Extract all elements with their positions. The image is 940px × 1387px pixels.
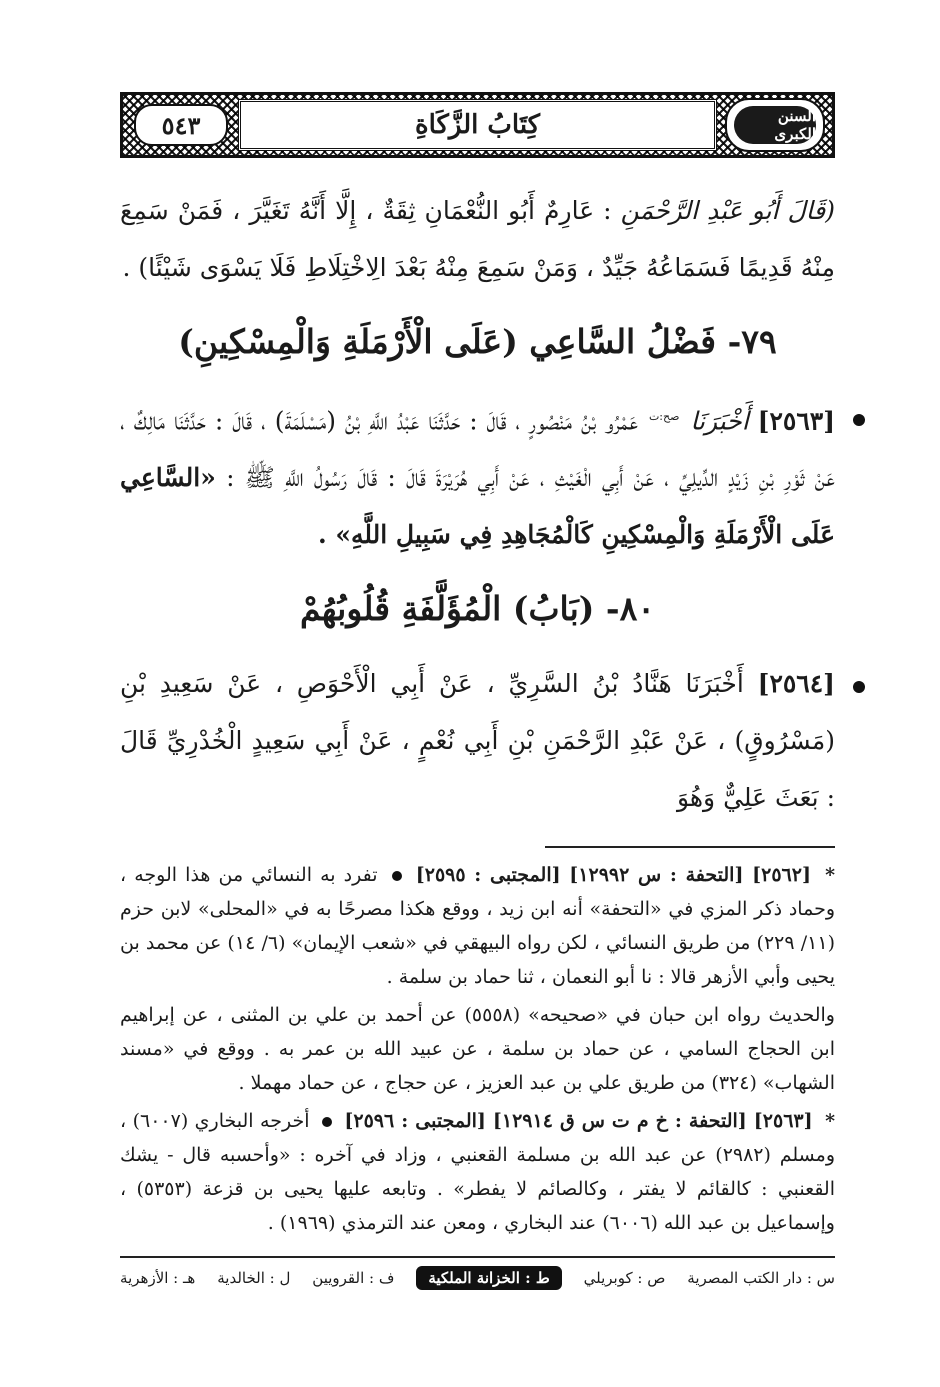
emblem-text: السنن الكبرى [734, 106, 816, 144]
footnote [120, 858, 835, 994]
page [120, 92, 835, 1244]
footnote-star: * [825, 1110, 836, 1133]
footnote-ref: [٢٥٦٣] [التحفة : خ م ت س ق ١٢٩١٤] [المجتبى : ٢٥٩٦] [344, 1110, 813, 1133]
chapter-title: كِتَابُ الزَّكَاةِ [238, 99, 717, 151]
footnote-separator [545, 846, 835, 848]
bullet-icon [853, 414, 865, 426]
legend-item: س : دار الكتب المصرية [687, 1269, 835, 1287]
intro-text: : عَارِمٌ أَبُو النُّعْمَانِ ثِقَةٌ ، إِلَّا أَنَّهُ تَغَيَّرَ ، فَمَنْ سَمِعَ مِنْهُ قَدِيمًا فَسَمَاعُهُ جَيِّدٌ ، وَمَنْ سَمِعَ مِنْهُ بَعْدَ الِاخْتِلَاطِ فَلَا يَسْوَى شَيْئًا) . [120, 196, 835, 282]
footnote-text: تفرد به النسائي من هذا الوجه ، وحماد ذكر المزي في «التحفة» أنه ابن زيد ، ووقع هكذا مصرحًا به في «المحلى» لابن حزم (١١/ ٢٢٩) من طريق النسائي ، لكن رواه البيهقي في «شعب الإيمان» (٦/ ١٤) عن محمد بن يحيى وأبي الأزهر قالا : نا أبو النعمان ، ثنا حماد بن سلمة . [120, 864, 836, 989]
section-80-title: ٨٠- (بَابُ) الْمُؤَلَّفَةِ قُلُوبُهُمْ [299, 589, 656, 629]
footnote-text: والحديث رواه ابن حبان في «صحيحه» (٥٥٥٨) عن أحمد بن علي بن المثنى ، عن إبراهيم ابن الحجاج السامي ، عن حماد بن سلمة ، عن عبيد الله بن عمر به . ووقع في «مسند الشهاب» (٣٢٤) من طريق علي بن عبد العزيز ، عن حجاج ، عن حماد مهملا . [120, 1004, 835, 1095]
intro-paragraph [120, 182, 835, 296]
hadith-text: أَخْبَرَنَا هَنَّادُ بْنُ السَّرِيِّ ، عَنْ أَبِي الْأَحْوَصِ ، عَنْ سَعِيدِ بْنِ (مَسْرُوقٍ) ، عَنْ عَبْدِ الرَّحْمَنِ بْنِ أَبِي نُعْمٍ ، عَنْ أَبِي سَعِيدٍ الْخُدْرِيِّ قَالَ : بَعَثَ عَلِيٌّ وَهُوَ [120, 669, 835, 813]
page-number: ٥٤٣ [134, 104, 228, 146]
hadith-2564 [120, 655, 835, 826]
hadith-text: عَمْرُو بْنُ مَنْصُورٍ ، قَالَ : حَدَّثَنَا عَبْدُ اللَّهِ بْنُ (مَسْلَمَةَ) ، قَالَ : حَدَّثَنَا مَالِكٌ ، عَنْ ثَوْرِ بْنِ زَيْدٍ الدِّيلِيِّ ، عَنْ أَبِي الْغَيْثِ ، عَنْ أَبِي هُرَيْرَةَ قَالَ : قَالَ رَسُولُ اللَّهِ ﷺ : [120, 406, 835, 493]
page-header [120, 92, 835, 158]
main-text [120, 182, 835, 826]
hadith-2563 [120, 388, 835, 563]
footnote-star: * [825, 864, 836, 887]
bullet-icon [322, 1117, 332, 1127]
bottom-rule [120, 1256, 835, 1258]
emblem-logo [725, 98, 825, 152]
hadith-number: [٢٥٦٤] [757, 669, 835, 699]
bullet-icon [853, 681, 865, 693]
hadith-italic-word: أَخْبَرَنَا [690, 406, 749, 436]
legend-item: ل : الخالدية [217, 1269, 291, 1287]
footnotes [120, 858, 835, 1240]
footnote-ref: [٢٥٦٢] [التحفة : س ١٢٩٩٢] [المجتبى : ٢٥٩٥] [415, 864, 811, 887]
legend-item: ف : القرويين [312, 1269, 395, 1287]
legend-item: ص : كوبريلي [583, 1269, 666, 1287]
legend-item: هـ : الأزهرية [120, 1269, 196, 1287]
footnote [120, 998, 835, 1100]
hadith-number: [٢٥٦٣] [757, 406, 836, 436]
hadith-quote: «السَّاعِي عَلَى الْأَرْمَلَةِ وَالْمِسْكِينِ كَالْمُجَاهِدِ فِي سَبِيلِ اللَّهِ» . [120, 463, 835, 550]
bullet-icon [392, 871, 402, 881]
sah-mark: صح:ت [648, 410, 680, 423]
section-79-title: ٧٩- فَضْلُ السَّاعِي (عَلَى الْأَرْمَلَةِ وَالْمِسْكِينِ) [178, 322, 777, 361]
footnote-text: أخرجه البخاري (٦٠٠٧) ، ومسلم (٢٩٨٢) عن عبد الله بن مسلمة القعنبي ، وزاد في آخره : «وأحسبه قال - يشك القعنبي : كالقائم لا يفتر ، وكالصائم لا يفطر» . وتابعه عليها يحيى بن قزعة (٥٣٥٣) ، وإسماعيل بن عبد الله (٦٠٠٦) عند البخاري ، ومعن عند الترمذي (١٩٦٩) . [120, 1110, 835, 1235]
manuscript-legend [120, 1263, 835, 1293]
footnote [120, 1104, 835, 1240]
legend-item-highlighted: ط : الخزانة الملكية [416, 1266, 561, 1290]
intro-italic: (قَالَ أَبُو عَبْدِ الرَّحْمَنِ [620, 196, 835, 225]
